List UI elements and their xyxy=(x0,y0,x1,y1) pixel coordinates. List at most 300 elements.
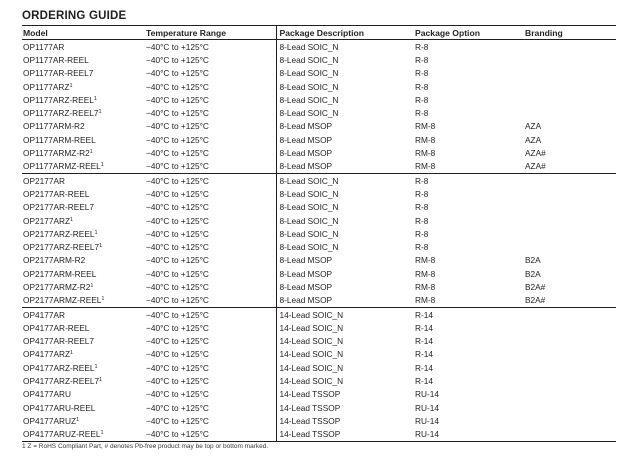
cell-package-description-text: 8-Lead SOIC_N xyxy=(279,228,339,239)
cell-package-option xyxy=(414,133,524,146)
cell-model-text: OP4177ARZ-REEL7 xyxy=(23,376,100,387)
cell-package-option-text: R-14 xyxy=(415,309,433,320)
cell-package-option-text: R-8 xyxy=(415,68,429,79)
cell-temperature-range-text: −40°C to +125°C xyxy=(146,161,209,172)
table-row xyxy=(22,267,616,280)
cell-branding xyxy=(524,53,616,66)
cell-temperature-range xyxy=(145,120,276,133)
cell-package-option-text: RM-8 xyxy=(415,255,436,266)
cell-package-description-text: 14-Lead SOIC_N xyxy=(279,309,344,320)
cell-package-option xyxy=(414,240,524,253)
cell-package-option-text: R-8 xyxy=(415,242,429,253)
cell-package-option-text: R-14 xyxy=(415,336,433,347)
cell-model xyxy=(22,227,145,240)
cell-temperature-range xyxy=(145,80,276,93)
cell-model xyxy=(22,254,145,267)
cell-package-option xyxy=(414,214,524,227)
cell-branding xyxy=(524,67,616,80)
table-row xyxy=(22,201,616,214)
cell-branding xyxy=(524,120,616,133)
cell-temperature-range xyxy=(145,201,276,214)
cell-temperature-range xyxy=(145,374,276,387)
cell-package-option-text: RM-8 xyxy=(415,161,436,172)
footnote-marker: 1 xyxy=(94,363,98,370)
cell-package-description xyxy=(276,401,414,414)
cell-package-option xyxy=(414,40,524,54)
cell-model-text: OP1177ARZ-REEL xyxy=(23,94,94,105)
cell-branding xyxy=(524,40,616,54)
table-row xyxy=(22,106,616,119)
cell-package-option xyxy=(414,348,524,361)
table-row xyxy=(22,388,616,401)
cell-temperature-range-text: −40°C to +125°C xyxy=(146,322,209,333)
cell-model-text: OP2177AR-REEL xyxy=(23,188,90,199)
cell-temperature-range xyxy=(145,361,276,374)
table-body xyxy=(22,40,616,442)
cell-package-description-text: 8-Lead SOIC_N xyxy=(279,94,339,105)
cell-package-option-text: RU-14 xyxy=(415,402,439,413)
cell-model xyxy=(22,53,145,66)
footnote-marker: 1 xyxy=(94,229,98,236)
cell-package-option-text: R-8 xyxy=(415,228,429,239)
cell-package-description-text: 8-Lead MSOP xyxy=(279,121,333,132)
cell-model-text: OP2177ARZ xyxy=(23,215,71,226)
footnote-marker: 1 xyxy=(100,430,104,437)
cell-branding xyxy=(524,374,616,387)
table-row xyxy=(22,227,616,240)
cell-package-description xyxy=(276,294,414,308)
cell-branding xyxy=(524,214,616,227)
table-row xyxy=(22,428,616,442)
cell-branding xyxy=(524,428,616,442)
cell-package-description xyxy=(276,40,414,54)
column-header-package-option: Package Option xyxy=(414,26,524,40)
cell-temperature-range-text: −40°C to +125°C xyxy=(146,108,209,119)
cell-temperature-range xyxy=(145,173,276,187)
cell-model xyxy=(22,307,145,321)
cell-package-description xyxy=(276,428,414,442)
cell-package-option xyxy=(414,414,524,427)
cell-package-description-text: 14-Lead SOIC_N xyxy=(279,336,344,347)
cell-package-description-text: 14-Lead TSSOP xyxy=(279,429,341,440)
cell-package-description xyxy=(276,388,414,401)
cell-package-description-text: 8-Lead MSOP xyxy=(279,295,333,306)
cell-branding xyxy=(524,361,616,374)
footnote-marker: 1 xyxy=(69,82,73,89)
cell-package-option xyxy=(414,120,524,133)
cell-model-text: OP2177ARZ-REEL7 xyxy=(23,242,100,253)
cell-temperature-range-text: −40°C to +125°C xyxy=(146,415,209,426)
cell-temperature-range-text: −40°C to +125°C xyxy=(146,295,209,306)
cell-package-option-text: RU-14 xyxy=(415,415,439,426)
cell-package-option-text: R-8 xyxy=(415,41,429,52)
cell-package-option xyxy=(414,227,524,240)
cell-package-description xyxy=(276,214,414,227)
cell-temperature-range-text: −40°C to +125°C xyxy=(146,68,209,79)
cell-model-text: OP4177ARZ xyxy=(23,349,71,360)
cell-model-text: OP4177ARUZ-REEL xyxy=(23,429,101,440)
cell-package-option xyxy=(414,80,524,93)
cell-model-text: OP1177ARM-REEL xyxy=(23,134,96,145)
table-row xyxy=(22,173,616,187)
cell-model-text: OP4177AR xyxy=(23,309,65,320)
cell-temperature-range xyxy=(145,254,276,267)
cell-model xyxy=(22,173,145,187)
cell-model-text: OP1177ARMZ-REEL xyxy=(23,161,101,172)
cell-model xyxy=(22,388,145,401)
cell-package-option-text: RU-14 xyxy=(415,389,439,400)
cell-branding xyxy=(524,401,616,414)
cell-package-option-text: R-8 xyxy=(415,81,429,92)
cell-temperature-range-text: −40°C to +125°C xyxy=(146,309,209,320)
cell-temperature-range xyxy=(145,240,276,253)
cell-branding xyxy=(524,294,616,308)
cell-temperature-range xyxy=(145,227,276,240)
cell-package-option xyxy=(414,321,524,334)
cell-package-option xyxy=(414,388,524,401)
cell-branding xyxy=(524,321,616,334)
cell-model xyxy=(22,374,145,387)
table-row xyxy=(22,53,616,66)
table-row xyxy=(22,146,616,159)
cell-model xyxy=(22,67,145,80)
table-row xyxy=(22,133,616,146)
cell-package-description-text: 14-Lead SOIC_N xyxy=(279,376,344,387)
cell-package-description-text: 8-Lead SOIC_N xyxy=(279,215,339,226)
cell-package-description xyxy=(276,321,414,334)
cell-model xyxy=(22,133,145,146)
cell-package-option-text: RM-8 xyxy=(415,295,436,306)
cell-package-option-text: R-8 xyxy=(415,202,429,213)
cell-package-description-text: 8-Lead SOIC_N xyxy=(279,81,339,92)
cell-package-option-text: R-14 xyxy=(415,322,433,333)
cell-package-description xyxy=(276,80,414,93)
cell-package-description xyxy=(276,240,414,253)
cell-package-option-text: RM-8 xyxy=(415,121,436,132)
cell-branding xyxy=(524,227,616,240)
cell-temperature-range xyxy=(145,388,276,401)
cell-temperature-range-text: −40°C to +125°C xyxy=(146,336,209,347)
cell-package-description xyxy=(276,146,414,159)
cell-model-text: OP1177AR xyxy=(23,41,65,52)
cell-temperature-range xyxy=(145,321,276,334)
cell-package-description-text: 8-Lead MSOP xyxy=(279,161,333,172)
cell-model-text: OP1177ARZ-REEL7 xyxy=(23,108,99,119)
cell-branding-text: AZA xyxy=(525,121,542,132)
cell-branding xyxy=(524,201,616,214)
footnote-marker: 1 xyxy=(90,282,94,289)
cell-branding-text: AZA xyxy=(525,134,542,145)
cell-temperature-range xyxy=(145,280,276,293)
cell-package-option-text: R-8 xyxy=(415,175,429,186)
cell-package-description xyxy=(276,335,414,348)
cell-package-option xyxy=(414,280,524,293)
cell-package-description xyxy=(276,67,414,80)
cell-package-description-text: 8-Lead SOIC_N xyxy=(279,202,339,213)
cell-temperature-range-text: −40°C to +125°C xyxy=(146,175,209,186)
cell-temperature-range-text: −40°C to +125°C xyxy=(146,81,209,92)
cell-package-description-text: 14-Lead TSSOP xyxy=(279,402,341,413)
cell-temperature-range-text: −40°C to +125°C xyxy=(146,228,209,239)
cell-temperature-range-text: −40°C to +125°C xyxy=(146,202,209,213)
cell-package-option xyxy=(414,361,524,374)
cell-model-text: OP4177AR-REEL7 xyxy=(23,336,95,347)
cell-temperature-range xyxy=(145,146,276,159)
cell-temperature-range-text: −40°C to +125°C xyxy=(146,389,209,400)
footnote-marker: 1 xyxy=(70,350,74,357)
cell-package-option xyxy=(414,307,524,321)
cell-package-description xyxy=(276,348,414,361)
table-row xyxy=(22,414,616,427)
table-row xyxy=(22,348,616,361)
cell-branding xyxy=(524,335,616,348)
table-row xyxy=(22,254,616,267)
cell-model-text: OP2177ARMZ-REEL xyxy=(23,295,102,306)
cell-temperature-range-text: −40°C to +125°C xyxy=(146,376,209,387)
cell-branding xyxy=(524,93,616,106)
table-row xyxy=(22,361,616,374)
footnote-marker: 1 xyxy=(99,377,103,384)
table-row xyxy=(22,214,616,227)
footnote-marker: 1 xyxy=(76,416,80,423)
cell-package-option xyxy=(414,173,524,187)
cell-package-description xyxy=(276,173,414,187)
cell-model-text: OP4177ARZ-REEL xyxy=(23,362,95,373)
cell-package-description-text: 8-Lead SOIC_N xyxy=(279,188,339,199)
cell-package-description-text: 14-Lead TSSOP xyxy=(279,415,341,426)
cell-package-description xyxy=(276,93,414,106)
cell-package-description xyxy=(276,120,414,133)
cell-temperature-range xyxy=(145,307,276,321)
column-header-model: Model xyxy=(22,26,145,40)
cell-branding xyxy=(524,414,616,427)
cell-package-description xyxy=(276,106,414,119)
cell-model-text: OP4177ARUZ xyxy=(23,415,77,426)
footnote-marker: 1 xyxy=(100,162,104,169)
cell-model-text: OP2177ARM-REEL xyxy=(23,268,97,279)
cell-temperature-range-text: −40°C to +125°C xyxy=(146,148,209,159)
cell-temperature-range-text: −40°C to +125°C xyxy=(146,242,209,253)
table-row xyxy=(22,401,616,414)
table-row xyxy=(22,374,616,387)
cell-temperature-range-text: −40°C to +125°C xyxy=(146,54,209,65)
cell-branding xyxy=(524,348,616,361)
cell-model xyxy=(22,294,145,308)
cell-package-option xyxy=(414,160,524,174)
cell-model xyxy=(22,160,145,174)
cell-temperature-range-text: −40°C to +125°C xyxy=(146,255,209,266)
table-row xyxy=(22,187,616,200)
cell-package-description xyxy=(276,133,414,146)
footnote-marker: 1 xyxy=(98,109,102,116)
cell-model xyxy=(22,80,145,93)
cell-temperature-range xyxy=(145,294,276,308)
cell-package-description-text: 8-Lead SOIC_N xyxy=(279,54,339,65)
cell-package-option xyxy=(414,374,524,387)
cell-package-description-text: 8-Lead SOIC_N xyxy=(279,242,339,253)
cell-model xyxy=(22,201,145,214)
cell-package-option-text: RM-8 xyxy=(415,268,436,279)
cell-package-description-text: 8-Lead MSOP xyxy=(279,255,333,266)
cell-package-option xyxy=(414,187,524,200)
cell-package-option-text: RM-8 xyxy=(415,134,436,145)
cell-model xyxy=(22,348,145,361)
cell-package-description xyxy=(276,227,414,240)
cell-package-description xyxy=(276,267,414,280)
cell-model-text: OP2177ARZ-REEL xyxy=(23,228,95,239)
cell-package-option-text: RM-8 xyxy=(415,148,436,159)
cell-branding xyxy=(524,280,616,293)
cell-package-description-text: 8-Lead SOIC_N xyxy=(279,108,339,119)
cell-package-description-text: 8-Lead MSOP xyxy=(279,134,333,145)
table-row xyxy=(22,335,616,348)
table-row xyxy=(22,280,616,293)
cell-temperature-range xyxy=(145,267,276,280)
cell-model xyxy=(22,401,145,414)
cell-branding xyxy=(524,267,616,280)
cell-branding-text: AZA# xyxy=(525,161,546,172)
table-row xyxy=(22,80,616,93)
cell-model xyxy=(22,361,145,374)
cell-temperature-range xyxy=(145,414,276,427)
cell-temperature-range xyxy=(145,40,276,54)
cell-package-option xyxy=(414,201,524,214)
footnote-marker: 1 xyxy=(99,243,103,250)
cell-branding xyxy=(524,173,616,187)
cell-package-option-text: R-8 xyxy=(415,94,429,105)
cell-temperature-range-text: −40°C to +125°C xyxy=(146,188,209,199)
table-row xyxy=(22,160,616,174)
cell-temperature-range-text: −40°C to +125°C xyxy=(146,429,209,440)
cell-package-description-text: 8-Lead MSOP xyxy=(279,148,333,159)
cell-package-description xyxy=(276,187,414,200)
cell-model xyxy=(22,321,145,334)
cell-package-option-text: R-14 xyxy=(415,376,433,387)
cell-package-description-text: 14-Lead SOIC_N xyxy=(279,362,344,373)
cell-model xyxy=(22,187,145,200)
cell-package-option xyxy=(414,106,524,119)
cell-branding xyxy=(524,106,616,119)
cell-package-option-text: R-8 xyxy=(415,188,429,199)
table-row xyxy=(22,40,616,54)
cell-package-option xyxy=(414,335,524,348)
cell-model-text: OP4177ARU xyxy=(23,389,71,400)
column-header-branding: Branding xyxy=(524,26,616,40)
cell-temperature-range xyxy=(145,348,276,361)
cell-package-description-text: 8-Lead MSOP xyxy=(279,281,333,292)
cell-package-description xyxy=(276,53,414,66)
cell-package-description xyxy=(276,361,414,374)
cell-temperature-range-text: −40°C to +125°C xyxy=(146,402,209,413)
cell-package-description-text: 8-Lead SOIC_N xyxy=(279,175,339,186)
column-header-temperature-range: Temperature Range xyxy=(145,26,276,40)
cell-branding xyxy=(524,80,616,93)
cell-temperature-range-text: −40°C to +125°C xyxy=(146,268,209,279)
cell-branding-text: B2A xyxy=(525,255,541,266)
cell-model-text: OP1177ARZ xyxy=(23,81,70,92)
cell-model xyxy=(22,40,145,54)
cell-package-description-text: 8-Lead SOIC_N xyxy=(279,68,339,79)
cell-package-option xyxy=(414,428,524,442)
table-row xyxy=(22,67,616,80)
cell-package-description-text: 14-Lead SOIC_N xyxy=(279,349,344,360)
footnote-marker: 1 xyxy=(93,95,97,102)
cell-model xyxy=(22,146,145,159)
cell-model xyxy=(22,428,145,442)
cell-model xyxy=(22,335,145,348)
table-row xyxy=(22,321,616,334)
cell-temperature-range xyxy=(145,160,276,174)
cell-package-description-text: 8-Lead SOIC_N xyxy=(279,41,339,52)
cell-temperature-range xyxy=(145,106,276,119)
table-row xyxy=(22,307,616,321)
cell-model xyxy=(22,240,145,253)
cell-package-option xyxy=(414,294,524,308)
cell-branding xyxy=(524,146,616,159)
cell-package-option xyxy=(414,254,524,267)
table-header-row xyxy=(22,26,616,40)
footnote-marker: 1 xyxy=(89,149,93,156)
cell-package-option xyxy=(414,401,524,414)
cell-model xyxy=(22,280,145,293)
cell-branding xyxy=(524,240,616,253)
cell-model xyxy=(22,267,145,280)
cell-package-option-text: RM-8 xyxy=(415,281,436,292)
cell-model-text: OP1177ARMZ-R2 xyxy=(23,148,90,159)
table-row xyxy=(22,93,616,106)
footnote-marker: 1 xyxy=(70,216,74,223)
cell-branding xyxy=(524,388,616,401)
cell-temperature-range xyxy=(145,67,276,80)
cell-package-description xyxy=(276,374,414,387)
cell-temperature-range xyxy=(145,53,276,66)
cell-package-description-text: 8-Lead MSOP xyxy=(279,268,333,279)
ordering-guide-table xyxy=(22,25,616,442)
cell-model-text: OP4177AR-REEL xyxy=(23,322,90,333)
cell-branding xyxy=(524,133,616,146)
cell-package-option-text: R-14 xyxy=(415,349,433,360)
cell-package-option xyxy=(414,53,524,66)
cell-branding xyxy=(524,307,616,321)
cell-model-text: OP4177ARU-REEL xyxy=(23,402,96,413)
cell-temperature-range-text: −40°C to +125°C xyxy=(146,121,209,132)
cell-temperature-range xyxy=(145,93,276,106)
cell-temperature-range-text: −40°C to +125°C xyxy=(146,134,209,145)
cell-package-option xyxy=(414,146,524,159)
cell-package-description-text: 14-Lead SOIC_N xyxy=(279,322,344,333)
cell-package-option xyxy=(414,93,524,106)
cell-package-description xyxy=(276,160,414,174)
cell-branding-text: B2A# xyxy=(525,281,546,292)
cell-package-option-text: RU-14 xyxy=(415,429,439,440)
cell-model-text: OP1177AR-REEL xyxy=(23,54,89,65)
cell-branding-text: AZA# xyxy=(525,148,546,159)
cell-temperature-range xyxy=(145,214,276,227)
cell-model-text: OP2177ARM-R2 xyxy=(23,255,86,266)
cell-temperature-range xyxy=(145,428,276,442)
cell-temperature-range xyxy=(145,335,276,348)
cell-package-description xyxy=(276,307,414,321)
cell-package-description xyxy=(276,280,414,293)
cell-temperature-range xyxy=(145,401,276,414)
cell-branding xyxy=(524,254,616,267)
cell-temperature-range-text: −40°C to +125°C xyxy=(146,215,209,226)
footnote: 1 Z = RoHS Compliant Part, # denotes Pb-free product may be top or bottom marked. xyxy=(22,443,269,450)
cell-model-text: OP1177AR-REEL7 xyxy=(23,68,94,79)
cell-temperature-range-text: −40°C to +125°C xyxy=(146,349,209,360)
cell-model-text: OP2177ARMZ-R2 xyxy=(23,281,91,292)
table-row xyxy=(22,240,616,253)
